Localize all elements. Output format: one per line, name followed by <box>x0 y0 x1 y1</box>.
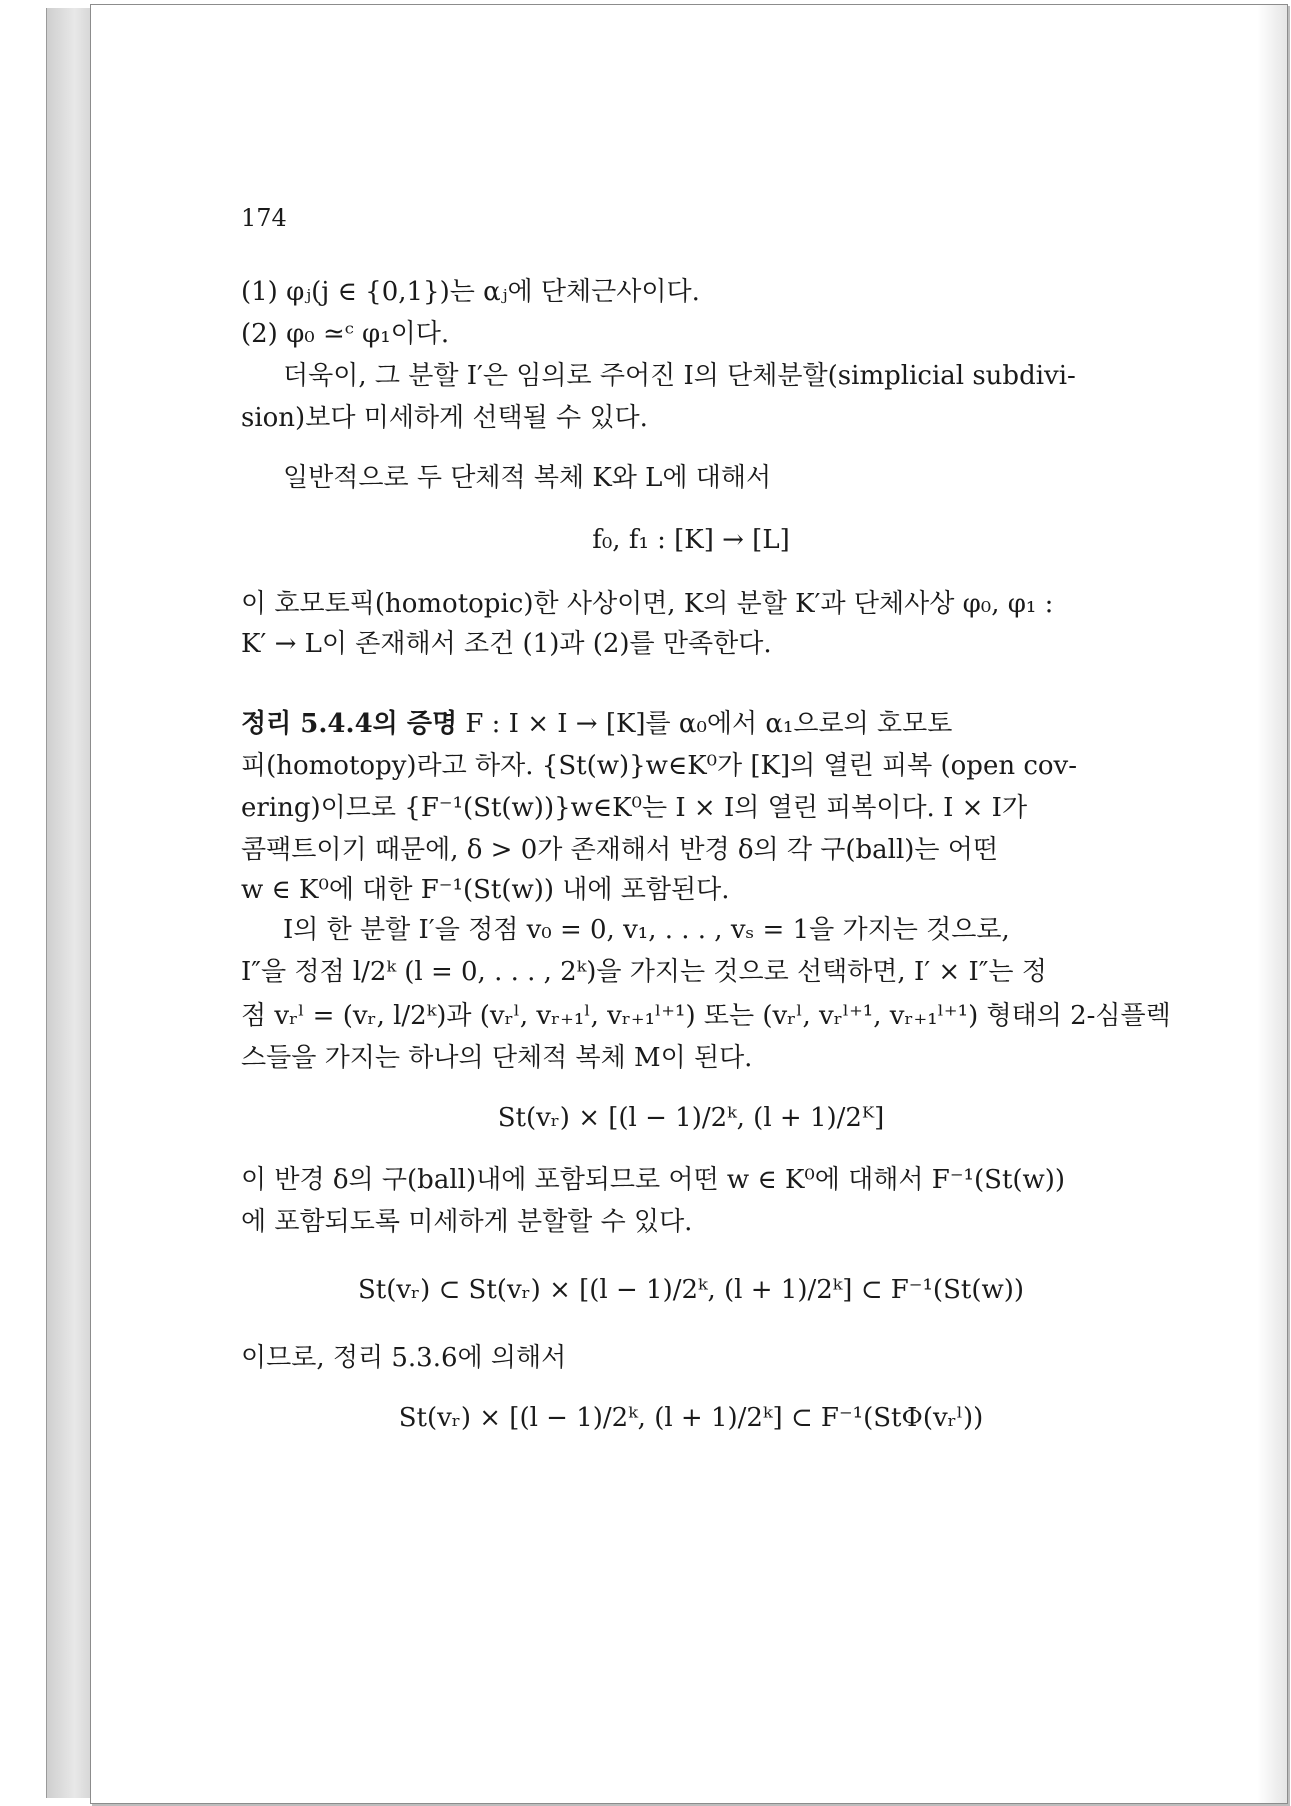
proof-line: I의 한 분할 I′을 정점 v₀ = 0, v₁, . . . , vₛ = 1을 가지는 것으로, <box>283 915 1010 945</box>
book-page <box>90 4 1288 1804</box>
proof-line: ering)이므로 {F⁻¹(St(w))}w∈K⁰는 I × I의 열린 피복이다. I × I가 <box>241 793 1028 823</box>
display-equation: f₀, f₁ : [K] → [L] <box>592 525 790 555</box>
condition-2: (2) φ₀ ≃ᶜ φ₁이다. <box>241 319 450 349</box>
paragraph-line: sion)보다 미세하게 선택될 수 있다. <box>241 403 648 433</box>
paragraph-line: 일반적으로 두 단체적 복체 K와 L에 대해서 <box>283 463 772 493</box>
proof-line: 점 vᵣˡ = (vᵣ, l/2ᵏ)과 (vᵣˡ, vᵣ₊₁ˡ, vᵣ₊₁ˡ⁺¹) 또는 (vᵣˡ, vᵣˡ⁺¹, vᵣ₊₁ˡ⁺¹) 형태의 2-심플렉 <box>241 1001 1171 1031</box>
paragraph-line: 더욱이, 그 분할 I′은 임의로 주어진 I의 단체분할(simplicial subdivi- <box>283 361 1076 391</box>
book-spine-edge <box>46 8 93 1798</box>
proof-line: 피(homotopy)라고 하자. {St(w)}w∈K⁰가 [K]의 열린 피복 (open cov- <box>241 751 1078 781</box>
proof-heading: 정리 5.4.4의 증명 <box>241 709 458 739</box>
proof-line: 스들을 가지는 하나의 단체적 복체 M이 된다. <box>241 1043 753 1073</box>
page-number: 174 <box>241 204 287 232</box>
proof-line: I″을 정점 l/2ᵏ (l = 0, . . . , 2ᵏ)을 가지는 것으로 선택하면, I′ × I″는 정 <box>241 957 1047 987</box>
condition-1: (1) φⱼ(j ∈ {0,1})는 αⱼ에 단체근사이다. <box>241 277 700 307</box>
paragraph-line: 이 호모토픽(homotopic)한 사상이면, K의 분할 K′과 단체사상 φ₀, φ₁ : <box>241 589 1054 619</box>
display-equation: St(vᵣ) × [(l − 1)/2ᵏ, (l + 1)/2ᴷ] <box>497 1103 885 1133</box>
proof-line: 콤팩트이기 때문에, δ > 0가 존재해서 반경 δ의 각 구(ball)는 어떤 <box>241 835 999 865</box>
display-equation: St(vᵣ) × [(l − 1)/2ᵏ, (l + 1)/2ᵏ] ⊂ F⁻¹(StΦ(vᵣˡ)) <box>398 1403 984 1433</box>
display-equation: St(vᵣ) ⊂ St(vᵣ) × [(l − 1)/2ᵏ, (l + 1)/2ᵏ] ⊂ F⁻¹(St(w)) <box>357 1275 1025 1305</box>
proof-first-line <box>241 707 952 741</box>
proof-line: 이 반경 δ의 구(ball)내에 포함되므로 어떤 w ∈ K⁰에 대해서 F⁻¹(St(w)) <box>241 1165 1066 1195</box>
proof-line: w ∈ K⁰에 대한 F⁻¹(St(w)) 내에 포함된다. <box>241 875 730 905</box>
proof-text: F : I × I → [K]를 α₀에서 α₁으로의 호모토 <box>465 709 953 739</box>
proof-line: 이므로, 정리 5.3.6에 의해서 <box>241 1343 567 1373</box>
proof-line: 에 포함되도록 미세하게 분할할 수 있다. <box>241 1207 693 1237</box>
paragraph-line: K′ → L이 존재해서 조건 (1)과 (2)를 만족한다. <box>241 629 772 659</box>
page-right-shadow <box>1257 5 1287 1803</box>
